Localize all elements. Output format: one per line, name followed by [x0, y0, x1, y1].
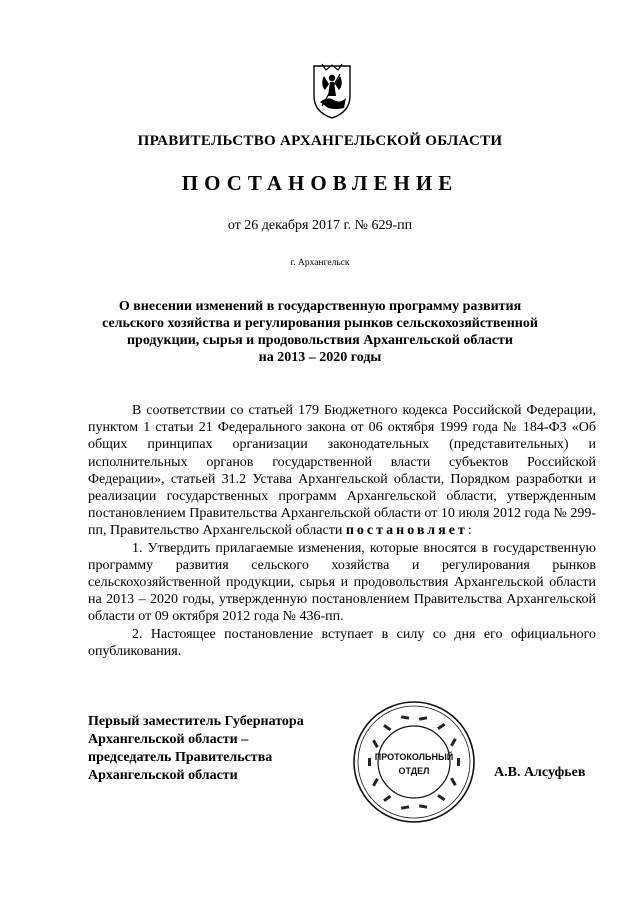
- subject-line: на 2013 – 2020 годы: [258, 350, 382, 365]
- position-line: председатель Правительства: [88, 750, 273, 765]
- subject-line: О внесении изменений в государственную программу развития: [118, 299, 522, 314]
- subject-line: сельского хозяйства и регулирования рынков сельскохозяйственной: [102, 316, 538, 331]
- document-type: ПОСТАНОВЛЕНИЕ: [181, 171, 459, 195]
- coat-of-arms-icon: [310, 62, 354, 120]
- decree-word: постановляет: [345, 523, 468, 539]
- document-subject: [60, 298, 580, 366]
- stamp-text-line2: ОТДЕЛ: [398, 766, 430, 776]
- preamble-text: В соответствии со статьей 179 Бюджетного кодекса Российской Федерации, пунктом 1 статьи 21 Федерального закона от 06 октября 1999 года № 184-ФЗ «Об общих принципах организации законодательных (представительных) и исполнительных органов государственной власти субъектов Российской Федерации», статьей 31.2 Устава Архангельской области, Порядком разработки и реализации государственных программ Архангельской области, утвержденным постановлением Правительства Архангельской области от 10 июля 2012 года № 299-пп, Правительство Архангельской области: [88, 403, 596, 539]
- government-title: ПРАВИТЕЛЬСТВО АРХАНГЕЛЬСКОЙ ОБЛАСТИ: [137, 133, 503, 149]
- position-line: Архангельской области: [88, 768, 238, 783]
- stamp-text-line1: ПРОТОКОЛЬНЫЙ: [374, 752, 454, 762]
- document-body: [88, 402, 596, 660]
- paragraph-preamble: [88, 402, 596, 540]
- position-line: Первый заместитель Губернатора: [88, 714, 304, 729]
- position-line: Архангельской области –: [88, 732, 249, 747]
- subject-line: продукции, сырья и продовольствия Архангельской области: [126, 333, 514, 348]
- signatory-position: [88, 713, 348, 785]
- official-stamp: [352, 700, 476, 824]
- signatory-name: А.В. Алсуфьев: [494, 765, 586, 780]
- preamble-end: :: [467, 523, 472, 539]
- paragraph-item-2: 2. Настоящее постановление вступает в силу со дня его официального опубликования.: [88, 626, 596, 659]
- date-number: от 26 декабря 2017 г. № 629-пп: [227, 218, 413, 233]
- city: г. Архангельск: [290, 258, 350, 268]
- paragraph-item-1: 1. Утвердить прилагаемые изменения, которые вносятся в государственную программу развития сельского хозяйства и регулирования рынков сельскохозяйственной продукции, сырья и продовольствия Архангельской области на 2013 – 2020 годы, утвержденную постановлением Правительства Архангельской области от 09 октября 2012 года № 436-пп.: [88, 540, 596, 625]
